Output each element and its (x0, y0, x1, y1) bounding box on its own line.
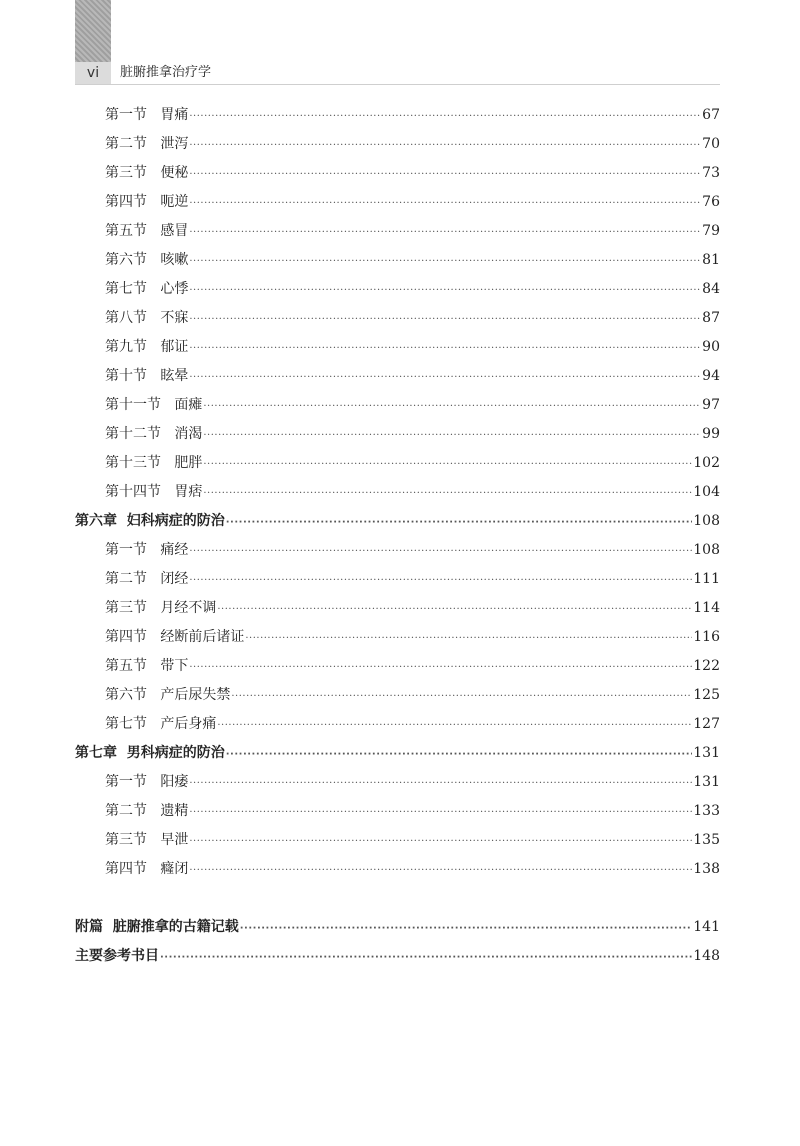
chapter-title: 妇科病症的防治 (126, 513, 225, 529)
leader-dots (189, 827, 692, 856)
leader-dots (231, 682, 692, 711)
toc-section-entry[interactable] (75, 449, 720, 478)
page-number-roman: vi (75, 62, 111, 84)
toc-section-entry[interactable] (75, 623, 720, 652)
page-number: 97 (702, 397, 720, 413)
leader-dots (217, 595, 692, 624)
leader-dots (189, 566, 692, 595)
section-title: 消渴 (174, 426, 203, 442)
section-number: 第四节 (105, 861, 147, 877)
appendix-title: 脏腑推拿的古籍记载 (112, 919, 239, 935)
page-number: 108 (693, 513, 720, 529)
toc-section-entry[interactable] (75, 536, 720, 565)
page-number: 99 (702, 426, 720, 442)
leader-dots (189, 160, 701, 189)
page-number: 141 (693, 919, 720, 935)
section-title: 带下 (160, 658, 189, 674)
page-number: 131 (693, 745, 720, 761)
section-title: 便秘 (160, 165, 189, 181)
toc-section-entry[interactable] (75, 362, 720, 391)
toc-section-entry[interactable] (75, 333, 720, 362)
page-number: 116 (693, 629, 720, 645)
leader-dots (189, 798, 692, 827)
section-number: 第二节 (105, 571, 147, 587)
leader-dots (245, 624, 692, 653)
section-title: 早泄 (160, 832, 189, 848)
section-number: 第三节 (105, 832, 147, 848)
section-title: 感冒 (160, 223, 189, 239)
leader-dots (203, 479, 692, 508)
references-title: 主要参考书目 (75, 948, 159, 964)
toc-section-entry[interactable] (75, 826, 720, 855)
leader-dots (189, 363, 701, 392)
leader-dots (217, 711, 692, 740)
section-number: 第一节 (105, 107, 147, 123)
toc-section-entry[interactable] (75, 188, 720, 217)
toc-section-entry[interactable] (75, 710, 720, 739)
section-title: 肥胖 (174, 455, 203, 471)
chapter-number: 第七章 (75, 745, 117, 761)
page-number: 76 (702, 194, 720, 210)
page-number: 104 (693, 484, 720, 500)
section-title: 呃逆 (160, 194, 189, 210)
leader-dots (189, 102, 701, 131)
leader-dots (226, 508, 693, 537)
page-number: 133 (693, 803, 720, 819)
leader-dots (160, 943, 692, 972)
section-number: 第三节 (105, 165, 147, 181)
chapter-number: 第六章 (75, 513, 117, 529)
toc-group-2 (75, 536, 720, 739)
page-number: 125 (693, 687, 720, 703)
toc-section-entry[interactable] (75, 130, 720, 159)
leader-dots (203, 450, 692, 479)
leader-dots (189, 218, 701, 247)
page-number: 135 (693, 832, 720, 848)
leader-dots (189, 334, 701, 363)
toc-section-entry[interactable] (75, 768, 720, 797)
section-number: 第十一节 (105, 397, 161, 413)
page-number: 111 (693, 571, 720, 587)
section-title: 胃痞 (174, 484, 203, 500)
page-number: 122 (693, 658, 720, 674)
page-number: 138 (693, 861, 720, 877)
section-number: 第十节 (105, 368, 147, 384)
leader-dots (189, 189, 701, 218)
leader-dots (189, 276, 701, 305)
page-number: 81 (702, 252, 720, 268)
section-number: 第二节 (105, 803, 147, 819)
page-number: 148 (693, 948, 720, 964)
page-number: 127 (693, 716, 720, 732)
section-number: 第十三节 (105, 455, 161, 471)
leader-dots (189, 305, 701, 334)
section-title: 胃痛 (160, 107, 189, 123)
toc-chapter-7[interactable] (75, 739, 720, 768)
page-number: 90 (702, 339, 720, 355)
section-title: 闭经 (160, 571, 189, 587)
toc-section-entry[interactable] (75, 275, 720, 304)
section-number: 第六节 (105, 687, 147, 703)
section-number: 第五节 (105, 223, 147, 239)
page-number: 87 (702, 310, 720, 326)
section-title: 遗精 (160, 803, 189, 819)
page-number: 114 (693, 600, 720, 616)
leader-dots (189, 537, 692, 566)
toc-section-entry[interactable] (75, 478, 720, 507)
toc-section-entry[interactable] (75, 420, 720, 449)
section-title: 经断前后诸证 (160, 629, 245, 645)
appendix-number: 附篇 (75, 919, 103, 935)
toc-section-entry[interactable] (75, 391, 720, 420)
toc-section-entry[interactable] (75, 159, 720, 188)
section-number: 第一节 (105, 774, 147, 790)
section-number: 第七节 (105, 716, 147, 732)
chapter-title: 男科病症的防治 (126, 745, 225, 761)
section-title: 痛经 (160, 542, 189, 558)
section-number: 第九节 (105, 339, 147, 355)
section-number: 第八节 (105, 310, 147, 326)
toc-section-entry[interactable] (75, 304, 720, 333)
toc-section-entry[interactable] (75, 217, 720, 246)
toc-appendix[interactable] (75, 913, 720, 942)
page-number: 67 (702, 107, 720, 123)
section-title: 阳痿 (160, 774, 189, 790)
toc-section-entry[interactable] (75, 101, 720, 130)
leader-dots (240, 914, 693, 943)
section-number: 第三节 (105, 600, 147, 616)
section-number: 第五节 (105, 658, 147, 674)
section-number: 第一节 (105, 542, 147, 558)
leader-dots (203, 421, 701, 450)
leader-dots (189, 247, 701, 276)
toc-section-entry[interactable] (75, 797, 720, 826)
leader-dots (203, 392, 701, 421)
toc-section-entry[interactable] (75, 246, 720, 275)
section-title: 心悸 (160, 281, 189, 297)
page-header (75, 62, 720, 85)
section-title: 不寐 (160, 310, 189, 326)
section-number: 第四节 (105, 194, 147, 210)
toc-group-1 (75, 101, 720, 507)
page-number: 131 (693, 774, 720, 790)
toc-chapter-6[interactable] (75, 507, 720, 536)
section-title: 产后身痛 (160, 716, 217, 732)
section-title: 面瘫 (174, 397, 203, 413)
header-tab-decoration (75, 0, 111, 62)
section-title: 咳嗽 (160, 252, 189, 268)
table-of-contents (75, 101, 720, 971)
page-number: 84 (702, 281, 720, 297)
page-number: 102 (693, 455, 720, 471)
toc-section-entry[interactable] (75, 594, 720, 623)
leader-dots (189, 856, 692, 885)
toc-section-entry[interactable] (75, 652, 720, 681)
toc-section-entry[interactable] (75, 855, 720, 884)
section-title: 产后尿失禁 (160, 687, 231, 703)
leader-dots (189, 769, 692, 798)
page-number: 94 (702, 368, 720, 384)
toc-references[interactable] (75, 942, 720, 971)
section-title: 郁证 (160, 339, 189, 355)
section-number: 第十二节 (105, 426, 161, 442)
book-title: 脏腑推拿治疗学 (120, 65, 212, 80)
section-title: 眩晕 (160, 368, 189, 384)
section-number: 第六节 (105, 252, 147, 268)
leader-dots (189, 653, 692, 682)
section-title: 泄泻 (160, 136, 189, 152)
toc-section-entry[interactable] (75, 565, 720, 594)
leader-dots (189, 131, 701, 160)
toc-section-entry[interactable] (75, 681, 720, 710)
section-title: 月经不调 (160, 600, 217, 616)
section-number: 第七节 (105, 281, 147, 297)
section-number: 第十四节 (105, 484, 161, 500)
page-number: 70 (702, 136, 720, 152)
section-title: 癃闭 (160, 861, 189, 877)
section-number: 第四节 (105, 629, 147, 645)
page-number: 73 (702, 165, 720, 181)
leader-dots (226, 740, 693, 769)
section-number: 第二节 (105, 136, 147, 152)
page-number: 79 (702, 223, 720, 239)
toc-group-3 (75, 768, 720, 884)
page-number: 108 (693, 542, 720, 558)
